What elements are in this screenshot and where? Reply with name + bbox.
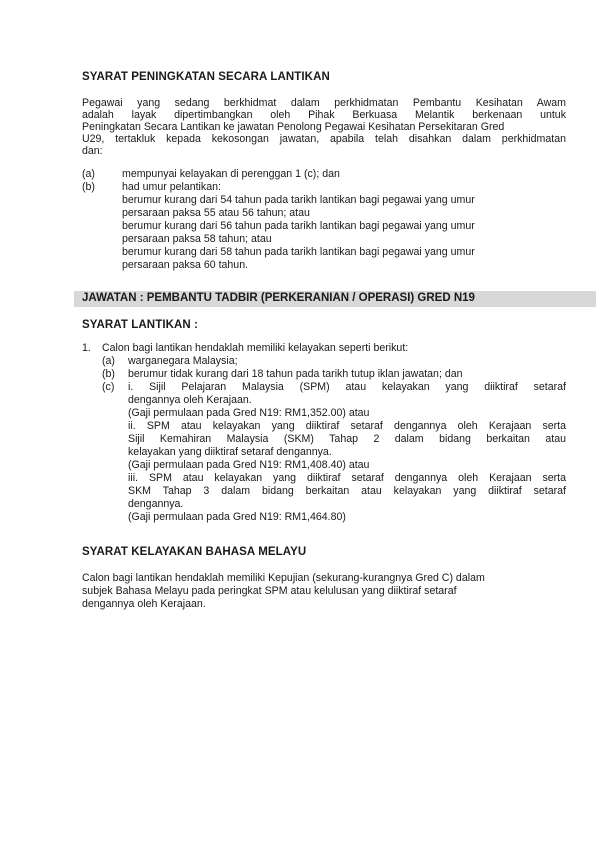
para-line: Peningkatan Secara Lantikan ke jawatan Penolong Pegawai Kesihatan Persekitaran Gred	[82, 121, 505, 133]
heading-bahasa-melayu: SYARAT KELAYAKAN BAHASA MELAYU	[82, 546, 307, 558]
qualification-line: kelayakan yang diiktiraf setaraf dengannya.	[128, 446, 332, 458]
intro-line: Calon bagi lantikan hendaklah memiliki kelayakan seperti berikut:	[102, 342, 409, 354]
para-line: dan:	[82, 145, 103, 157]
list-item: berumur tidak kurang dari 18 tahun pada tarikh tutup iklan jawatan; dan	[128, 368, 463, 380]
list-marker: (a)	[102, 355, 115, 367]
list-marker: (b)	[102, 368, 115, 380]
heading-peningkatan: SYARAT PENINGKATAN SECARA LANTIKAN	[82, 71, 330, 83]
age-line: persaraan paksa 60 tahun.	[122, 259, 249, 271]
qualification-line: i. Sijil Pelajaran Malaysia (SPM) atau kelayakan yang diiktiraf setaraf	[128, 381, 566, 393]
age-line: persaraan paksa 55 atau 56 tahun; atau	[122, 207, 310, 219]
salary-line: (Gaji permulaan pada Gred N19: RM1,352.00) atau	[128, 407, 370, 419]
heading-syarat-lantikan: SYARAT LANTIKAN :	[82, 319, 199, 331]
age-line: berumur kurang dari 58 tahun pada tarikh lantikan bagi pegawai yang umur	[122, 246, 475, 258]
para-line: U29, tertakluk kepada kekosongan jawatan, apabila telah disahkan dalam perkhidmatan	[82, 133, 566, 145]
qualification-line: ii. SPM atau kelayakan yang diiktiraf setaraf dengannya oleh Kerajaan serta	[128, 420, 566, 432]
salary-line: (Gaji permulaan pada Gred N19: RM1,408.40) atau	[128, 459, 370, 471]
list-item: had umur pelantikan:	[122, 181, 221, 193]
para-line: dengannya oleh Kerajaan.	[82, 598, 206, 610]
list-marker: (c)	[102, 381, 115, 393]
para-line: Pegawai yang sedang berkhidmat dalam perkhidmatan Pembantu Kesihatan Awam	[82, 97, 566, 109]
qualification-line: dengannya oleh Kerajaan.	[128, 394, 252, 406]
list-item: warganegara Malaysia;	[128, 355, 238, 367]
salary-line: (Gaji permulaan pada Gred N19: RM1,464.80)	[128, 511, 346, 523]
age-line: berumur kurang dari 56 tahun pada tarikh lantikan bagi pegawai yang umur	[122, 220, 475, 232]
qualification-line: Sijil Kemahiran Malaysia (SKM) Tahap 2 dalam bidang berkaitan atau	[128, 433, 566, 445]
qualification-line: SKM Tahap 3 dalam bidang berkaitan atau kelayakan yang diiktiraf setaraf	[128, 485, 566, 497]
age-line: berumur kurang dari 54 tahun pada tarikh lantikan bagi pegawai yang umur	[122, 194, 475, 206]
list-number: 1.	[82, 342, 91, 354]
list-marker: (a)	[82, 168, 95, 180]
para-line: adalah layak dipertimbangkan oleh Pihak Berkuasa Melantik berkenaan untuk	[82, 109, 566, 121]
list-marker: (b)	[82, 181, 95, 193]
list-item: mempunyai kelayakan di perenggan 1 (c); dan	[122, 168, 340, 180]
para-line: subjek Bahasa Melayu pada peringkat SPM atau kelulusan yang diiktiraf setaraf	[82, 585, 457, 597]
age-line: persaraan paksa 58 tahun; atau	[122, 233, 272, 245]
jawatan-title: JAWATAN : PEMBANTU TADBIR (PERKERANIAN / OPERASI) GRED N19	[82, 292, 475, 304]
para-line: Calon bagi lantikan hendaklah memiliki Kepujian (sekurang-kurangnya Gred C) dalam	[82, 572, 485, 584]
qualification-line: dengannya.	[128, 498, 184, 510]
qualification-line: iii. SPM atau kelayakan yang diiktiraf setaraf dengannya oleh Kerajaan serta	[128, 472, 566, 484]
